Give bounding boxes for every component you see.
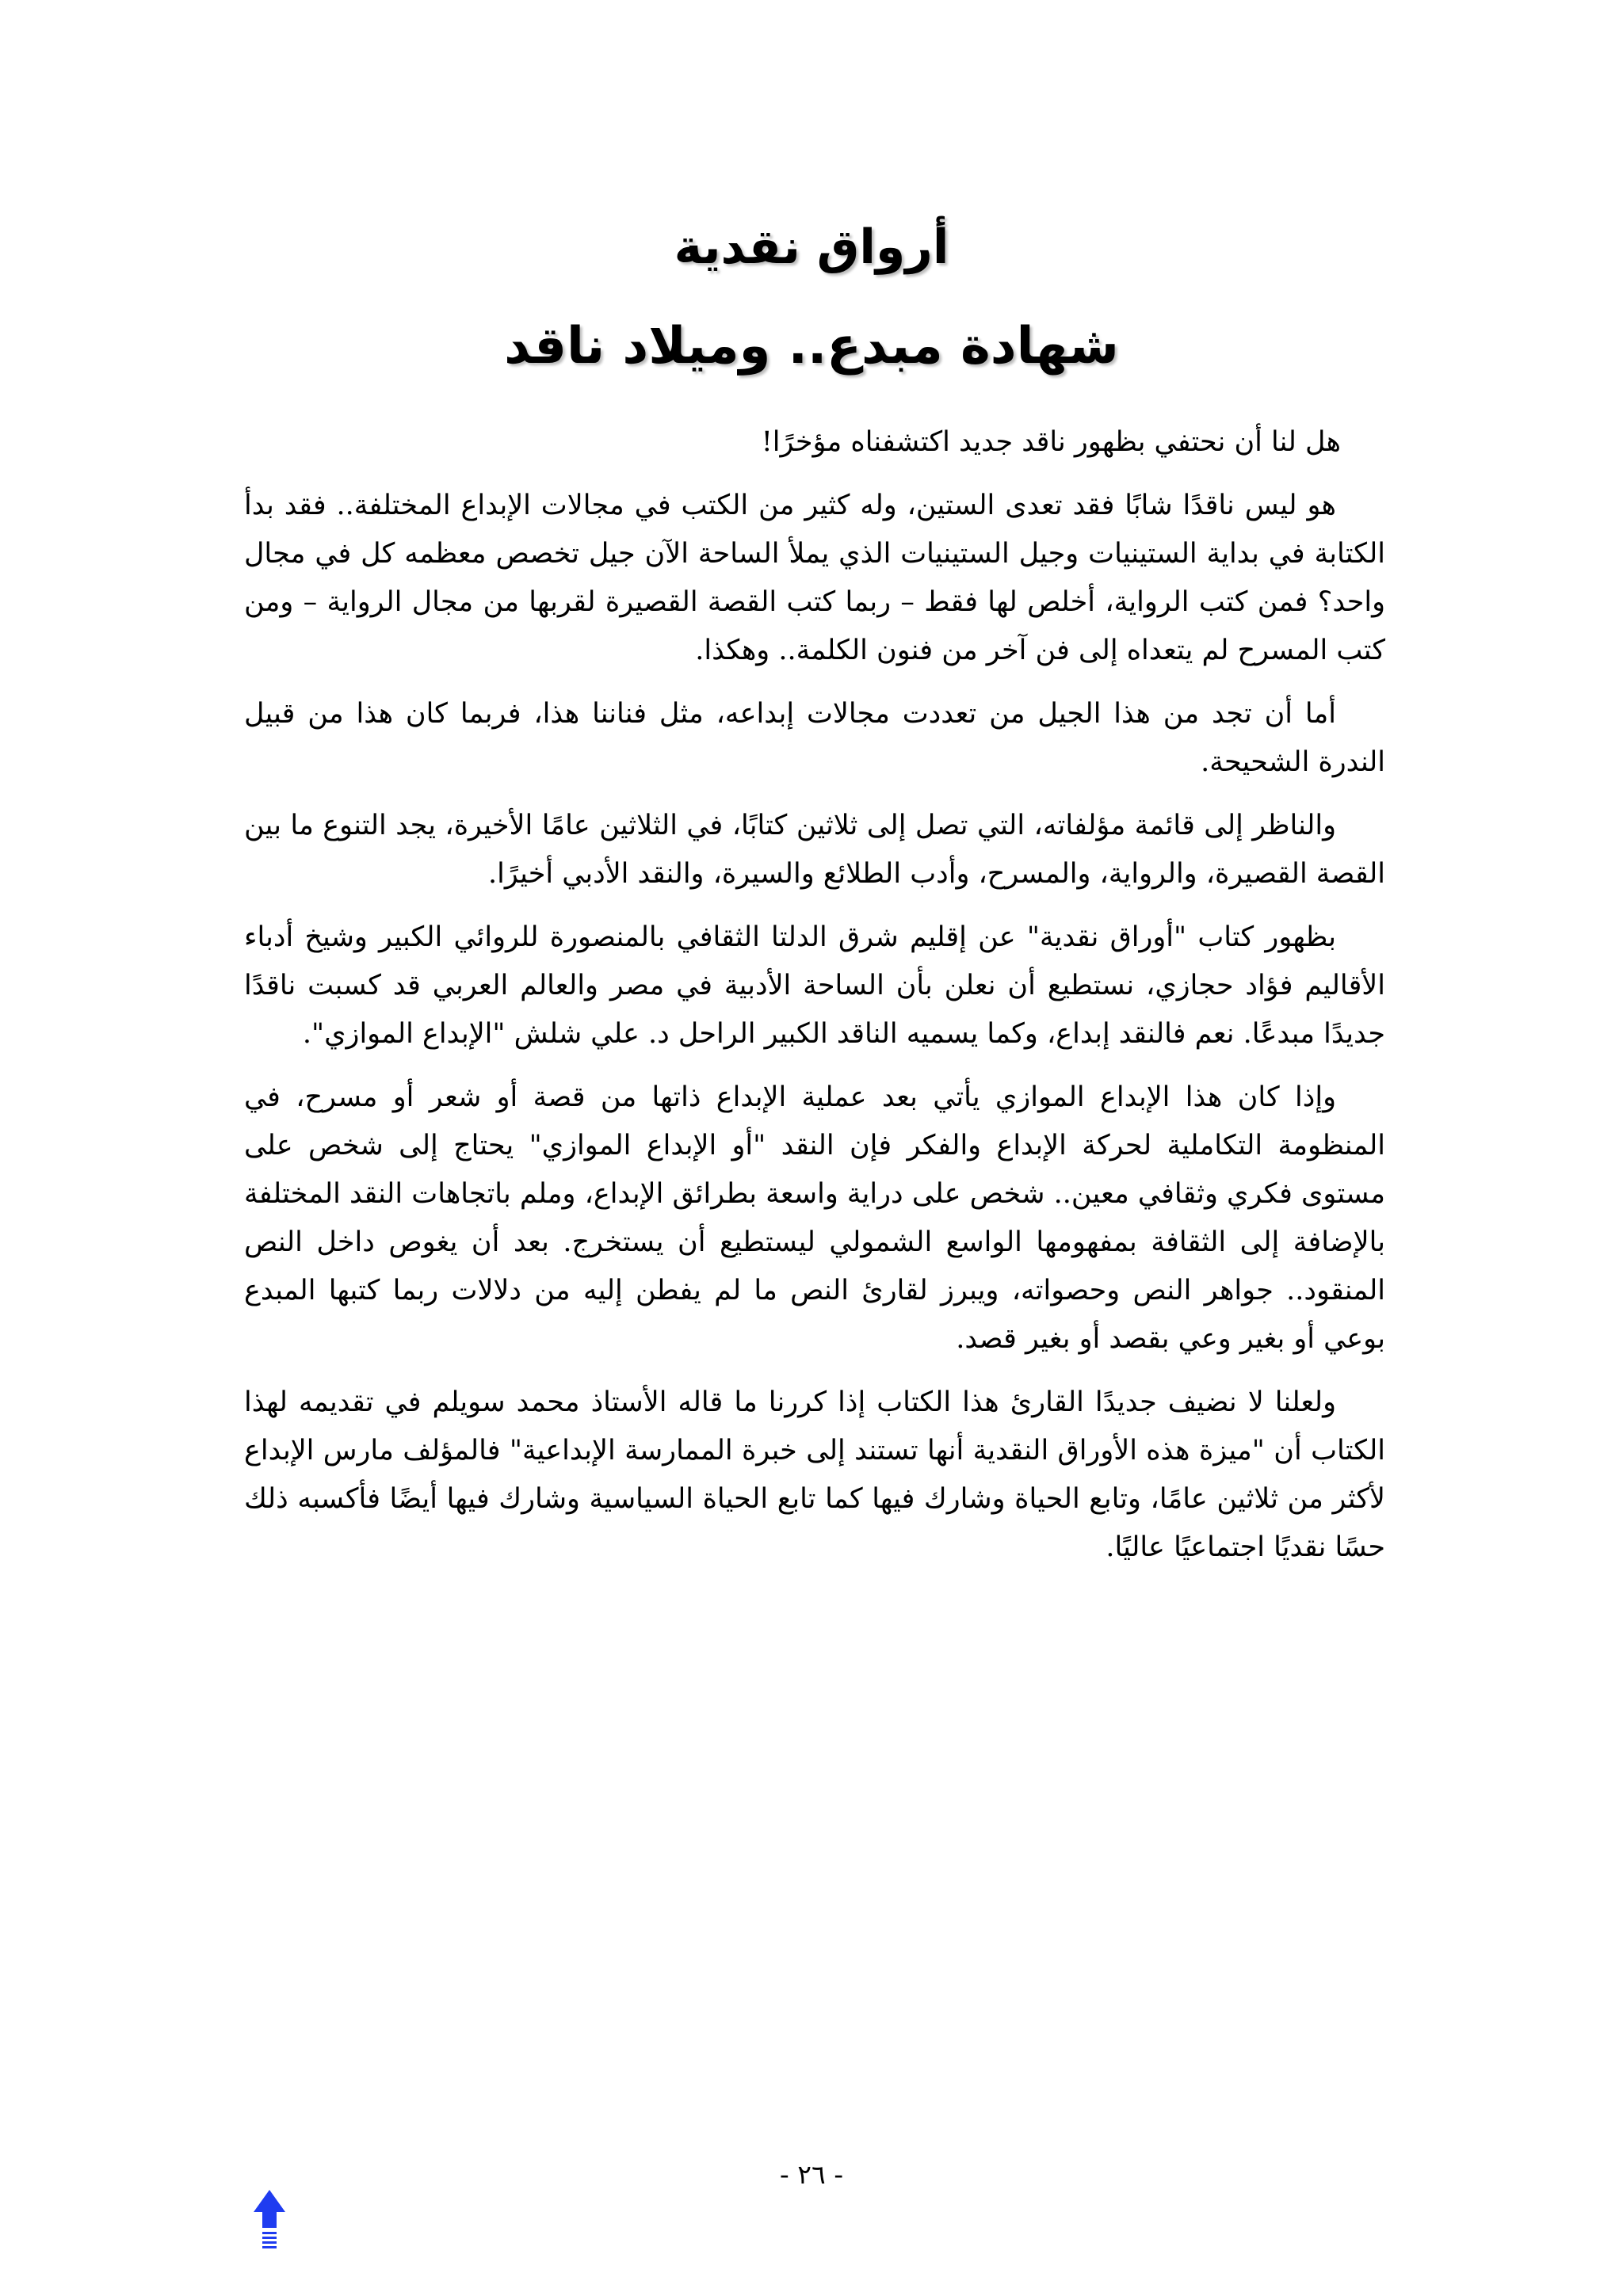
paragraph-7: ولعلنا لا نضيف جديدًا القارئ هذا الكتاب إذا كررنا ما قاله الأستاذ محمد سويلم في تقديمه لهذا الكتاب أن "ميزة هذه الأوراق النقدية أنها تستند إلى خبرة الممارسة الإبداعية" فالمؤلف مارس الإبداع لأكثر من ثلاثين عامًا، وتابع الحياة وشارك فيها كما تابع الحياة السياسية وشارك فيها أيضًا فأكسبه ذلك حسًا نقديًا اجتماعيًا عاليًا. [244, 1386, 1385, 1563]
page-number: - ٢٦ - [779, 2159, 844, 2190]
paragraph-3: أما أن تجد من هذا الجيل من تعددت مجالات إبداعه، مثل فناننا هذا، فربما كان هذا من قبيل الندرة الشحيحة. [244, 698, 1385, 778]
paragraph-1: هل لنا أن نحتفي بظهور ناقد جديد اكتشفناه مؤخرًا! [761, 426, 1341, 458]
article-body [244, 418, 1385, 1587]
paragraph-4: والناظر إلى قائمة مؤلفاته، التي تصل إلى ثلاثين كتابًا، في الثلاثين عامًا الأخيرة، يجد التنوع ما بين القصة القصيرة، والرواية، والمسرح، وأدب الطلائع والسيرة، والنقد الأدبي أخيرًا. [244, 810, 1385, 890]
paragraph-6: وإذا كان هذا الإبداع الموازي يأتي بعد عملية الإبداع ذاتها من قصة أو شعر أو مسرح، في المنظومة التكاملية لحركة الإبداع والفكر فإن النقد "أو الإبداع الموازي" يحتاج إلى شخص على مستوى فكري وثقافي معين.. شخص على دراية واسعة بطرائق الإبداع، وملم باتجاهات النقد المختلفة بالإضافة إلى الثقافة بمفهومها الواسع الشمولي ليستطيع أن يستخرج. بعد أن يغوص داخل النص المنقود.. جواهر النص وحصواته، ويبرز لقارئ النص ما لم يفطن إليه من دلالات ربما كتبها المبدع بوعي أو بغير وعي بقصد أو بغير قصد. [244, 1081, 1385, 1355]
page-subtitle: شهادة مبدع.. وميلاد ناقد [504, 317, 1119, 376]
arrow-up-icon [252, 2188, 287, 2250]
paragraph-5: بظهور كتاب "أوراق نقدية" عن إقليم شرق الدلتا الثقافي بالمنصورة للروائي الكبير وشيخ أدباء الأقاليم فؤاد حجازي، نستطيع أن نعلن بأن الساحة الأدبية في مصر والعالم العربي قد كسبت ناقدًا جديدًا مبدعًا. نعم فالنقد إبداع، وكما يسميه الناقد الكبير الراحل د. علي شلش "الإبداع الموازي". [244, 921, 1385, 1050]
paragraph-2: هو ليس ناقدًا شابًا فقد تعدى الستين، وله كثير من الكتب في مجالات الإبداع المختلفة.. فقد بدأ الكتابة في بداية الستينيات وجيل الستينيات الذي يملأ الساحة الآن جيل تخصص معظمه كل في مجال واحد؟ فمن كتب الرواية، أخلص لها فقط – ربما كتب القصة القصيرة لقربها من مجال الرواية – ومن كتب المسرح لم يتعداه إلى فن آخر من فنون الكلمة.. وهكذا. [244, 490, 1385, 666]
back-to-top-button[interactable] [252, 2188, 287, 2250]
page-title: أرواق نقدية [674, 219, 949, 275]
